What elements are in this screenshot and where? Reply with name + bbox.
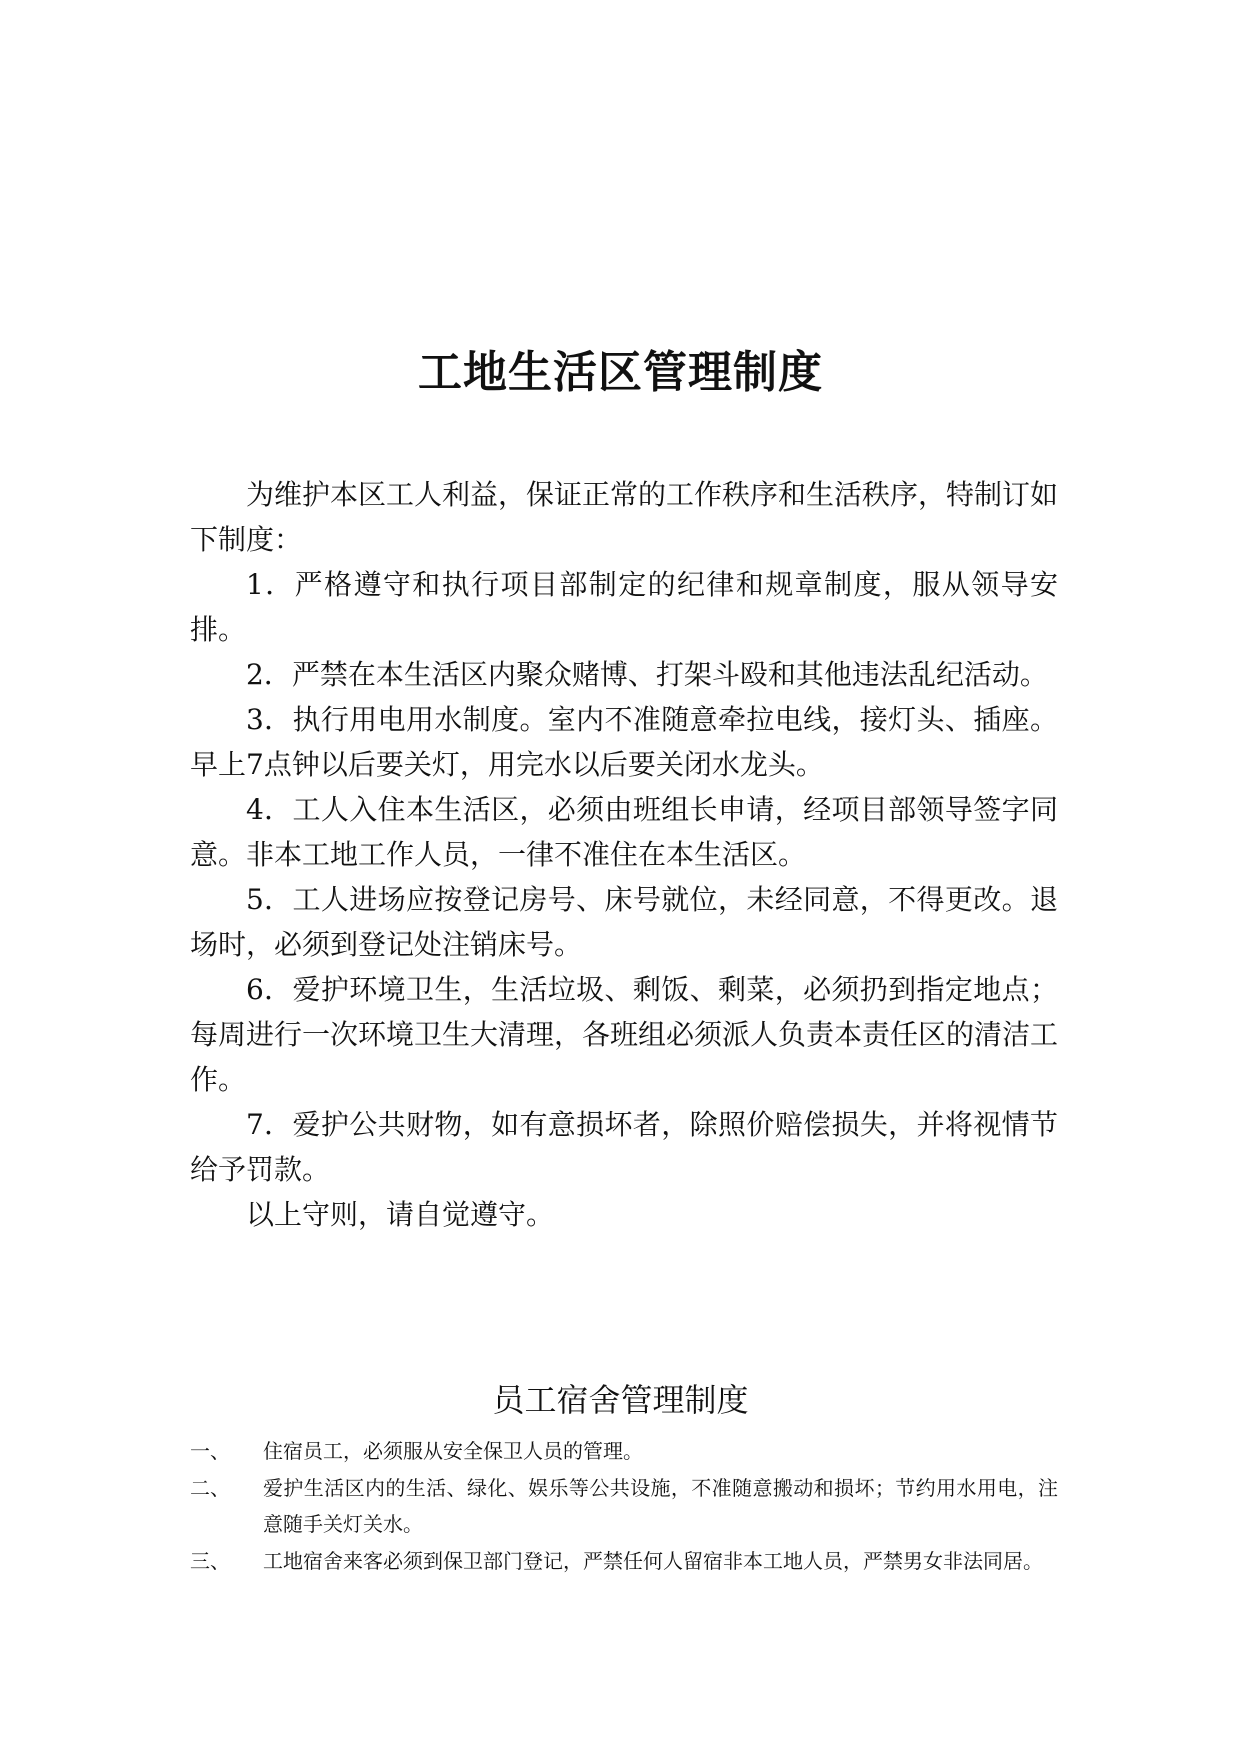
page-title: 工地生活区管理制度 xyxy=(418,347,823,398)
rule-item-1: 1．严格遵守和执行项目部制定的纪律和规章制度，服从领导安排。 xyxy=(190,568,1058,646)
regulation-body xyxy=(190,472,1058,1237)
rule-item-4: 4．工人入住本生活区，必须由班组长申请，经项目部领导签字同意。非本工地工作人员，一律不准住在本生活区。 xyxy=(190,793,1058,871)
rule-item-7: 7．爱护公共财物，如有意损坏者，除照价赔偿损失，并将视情节给予罚款。 xyxy=(190,1108,1058,1186)
dorm-rule-text: 工地宿舍来客必须到保卫部门登记，严禁任何人留宿非本工地人员，严禁男女非法同居。 xyxy=(263,1549,1043,1573)
dorm-rule-text: 爱护生活区内的生活、绿化、娱乐等公共设施，不准随意搬动和损坏；节约用水用电，注意随手关灯关水。 xyxy=(263,1476,1058,1536)
dorm-rule-1 xyxy=(190,1433,1058,1469)
rule-item-5: 5．工人进场应按登记房号、床号就位，未经同意，不得更改。退场时，必须到登记处注销床号。 xyxy=(190,883,1058,961)
rule-item-2: 2．严禁在本生活区内聚众赌博、打架斗殴和其他违法乱纪活动。 xyxy=(246,658,1048,691)
dorm-rule-number: 一、 xyxy=(190,1439,230,1463)
dorm-rule-2 xyxy=(190,1470,1058,1542)
intro-paragraph: 为维护本区工人利益，保证正常的工作秩序和生活秩序，特制订如下制度： xyxy=(190,478,1059,556)
dorm-rule-3 xyxy=(190,1543,1058,1579)
closing-paragraph: 以上守则，请自觉遵守。 xyxy=(246,1198,555,1231)
section-title: 员工宿舍管理制度 xyxy=(492,1381,749,1419)
dorm-rule-text: 住宿员工，必须服从安全保卫人员的管理。 xyxy=(263,1439,643,1463)
dorm-rules-list xyxy=(190,1433,1058,1580)
dorm-rule-number: 二、 xyxy=(190,1476,230,1500)
rule-item-3: 3．执行用电用水制度。室内不准随意牵拉电线，接灯头、插座。早上7点钟以后要关灯，用完水以后要关闭水龙头。 xyxy=(190,703,1058,781)
rule-item-6: 6．爱护环境卫生，生活垃圾、剩饭、剩菜，必须扔到指定地点；每周进行一次环境卫生大清理，各班组必须派人负责本责任区的清洁工作。 xyxy=(190,973,1059,1096)
dorm-rule-number: 三、 xyxy=(190,1549,230,1573)
